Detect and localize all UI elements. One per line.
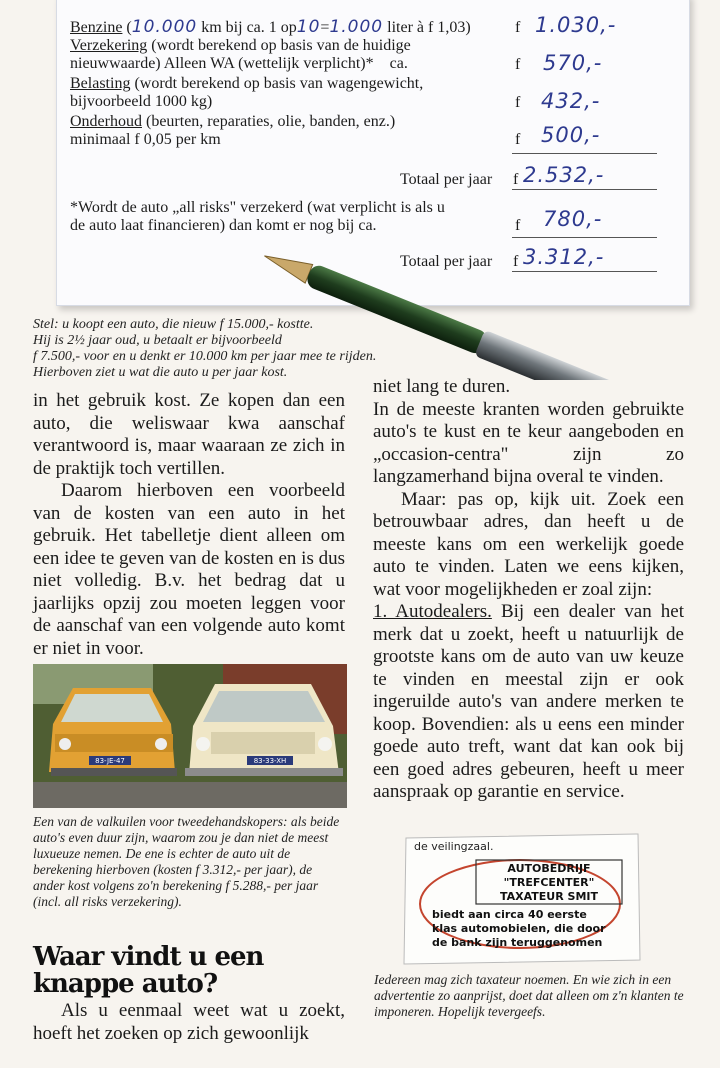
benzine-ratio: 10 — [296, 17, 321, 37]
belasting-desc1: (wordt berekend op basis van wagengewicht, — [134, 75, 424, 92]
allrisk-note-line2: de auto laat financieren) dan komt er nog bij ca. — [70, 217, 377, 234]
total1-label: Totaal per jaar — [400, 171, 493, 188]
total1-currency: f — [513, 171, 519, 188]
newspaper-clipping — [402, 832, 642, 966]
clip-top: de veilingzaal. — [414, 840, 494, 853]
verzekering-label: Verzekering — [70, 37, 148, 54]
left-column-end — [33, 1000, 345, 1045]
belasting-label: Belasting — [70, 75, 131, 92]
benzine-eq: = — [320, 19, 330, 36]
left-paragraph-1: in het gebruik kost. Ze kopen dan een auto, die weliswaar kwa aanschaf verantwoord is, maar waaraan ze zich in de praktijk toch vertillen. — [33, 390, 345, 479]
note-rule — [512, 237, 657, 238]
onderhoud-desc1: (beurten, reparaties, olie, banden, enz.) — [145, 113, 396, 130]
card-caption — [33, 317, 453, 381]
verzekering-currency: f — [515, 56, 521, 73]
subtotal-rule — [512, 153, 657, 154]
benzine-label: Benzine — [70, 19, 123, 36]
note-currency: f — [515, 217, 521, 234]
total2-currency: f — [513, 253, 519, 270]
note-amount: 780,- — [543, 207, 603, 231]
clipping-graphic — [402, 832, 642, 966]
clip-line5: klas automobielen, die door — [432, 922, 606, 935]
benzine-paren: ( — [126, 19, 132, 36]
card-caption-line3: f 7.500,- voor en u denkt er 10.000 km per jaar mee te rijden. — [33, 349, 377, 364]
total1-amount: 2.532,- — [523, 163, 605, 187]
row-onderhoud — [70, 113, 510, 149]
allrisk-note — [70, 199, 520, 235]
verzekering-amount: 570,- — [543, 51, 603, 75]
cars-photo — [33, 664, 347, 808]
left-column-text — [33, 390, 345, 660]
row-benzine — [70, 18, 510, 37]
right-paragraph-3: Maar: pas op, kijk uit. Zoek een betrouwbaar adres, dan heeft u de meeste kans om een werkelijk goede auto te vinden. Laten we eens kijken, wat voor mogelijkheden er zoal zijn: — [373, 488, 684, 600]
onderhoud-amount: 500,- — [541, 123, 601, 147]
dealers-label: 1. Autodealers. — [373, 601, 492, 622]
onderhoud-desc2: minimaal f 0,05 per km — [70, 131, 221, 148]
clip-line3: TAXATEUR SMIT — [499, 890, 599, 903]
onderhoud-currency: f — [515, 131, 521, 148]
total1-rule — [512, 189, 657, 190]
left-paragraph-3: Als u eenmaal weet wat u zoekt, hoeft het zoeken op zich gewoonlijk — [33, 1000, 345, 1044]
row-belasting — [70, 75, 510, 111]
right-paragraph-2: In de meeste kranten worden gebruikte auto's te kust en te keur aangeboden en „occasion-centra" zijn zo langzamerhand bijna overal te vinden. — [373, 398, 684, 487]
right-paragraph-1: niet lang te duren. — [373, 376, 511, 397]
benzine-km: 10.000 — [131, 17, 198, 37]
total2-amount: 3.312,- — [523, 245, 605, 269]
allrisk-note-line1: *Wordt de auto „all risks" verzekerd (wat verplicht is als u — [70, 199, 445, 216]
card-caption-line4: Hierboven ziet u wat die auto u per jaar kost. — [33, 365, 288, 380]
section-heading: Waar vindt u een knappe auto? — [33, 942, 264, 999]
plate-left: 83-JE-47 — [95, 757, 125, 765]
verzekering-ca: ca. — [389, 55, 408, 72]
clipping-caption: Iedereen mag zich taxateur noemen. En wie zich in een advertentie zo aanprijst, doet dat alleen om z'n klanten te imponeren. Hopelijk tevergeefs. — [374, 972, 684, 1019]
clip-line6: de bank zijn teruggenomen — [432, 936, 603, 949]
card-caption-line2: Hij is 2½ jaar oud, u betaalt er bijvoorbeeld — [33, 333, 282, 348]
card-caption-line1: Stel: u koopt een auto, die nieuw f 15.000,- kostte. — [33, 317, 314, 332]
belasting-desc2: bijvoorbeeld 1000 kg) — [70, 93, 213, 110]
cars-illustration — [33, 664, 347, 808]
row-verzekering — [70, 37, 510, 73]
total2-label: Totaal per jaar — [400, 253, 493, 270]
left-paragraph-2: Daarom hierboven een voorbeeld van de kosten van een auto in het gebruik. Het tabelletje dient alleen om een idee te geven van de kosten en is dus niet volledig. B.v. het bedrag dat u jaarlijks opzij zou moeten leggen voor de aanschaf van een volgende auto komt er niet in voor. — [33, 480, 345, 659]
belasting-currency: f — [515, 94, 521, 111]
clip-line1: AUTOBEDRIJF — [507, 862, 591, 875]
photo-caption: Een van de valkuilen voor tweedehandskopers: als beide auto's even duur zijn, waarom zou je dan niet de meest luxueuze nemen. De ene is echter de auto uit de berekening hierboven (kosten f 3.312,- per jaar), de ander kost volgens zo'n berekening f 5.288,- per jaar (incl. all risks verzekering). — [33, 814, 340, 909]
right-column-text — [373, 376, 684, 804]
benzine-amount: 1.030,- — [535, 13, 617, 37]
right-paragraph-4: Bij een dealer van het merk dat u zoekt, heeft u natuurlijk de grootste kans om de auto van uw keuze te vinden en meestal zijn er ook ingeruilde auto's van andere merken te koop. Bovendien: als u eens een minder goede auto treft, want dat kan ook bij een goed adres gebeuren, heeft u meer aanspraak op garantie en service. — [373, 601, 685, 802]
verzekering-desc2: nieuwwaarde) Alleen WA (wettelijk verplicht)* — [70, 55, 374, 72]
benzine-liters: 1.000 — [329, 17, 384, 37]
clip-line2: "TREFCENTER" — [503, 876, 595, 889]
plate-right: 83-33-XH — [253, 757, 287, 765]
belasting-amount: 432,- — [541, 89, 601, 113]
benzine-currency: f — [515, 19, 521, 36]
onderhoud-label: Onderhoud — [70, 113, 142, 130]
clip-line4: biedt aan circa 40 eerste — [432, 908, 587, 921]
benzine-price: liter à f 1,03) — [387, 19, 471, 36]
benzine-text: km bij ca. 1 op — [201, 19, 297, 36]
verzekering-desc1: (wordt berekend op basis van de huidige — [151, 37, 411, 54]
